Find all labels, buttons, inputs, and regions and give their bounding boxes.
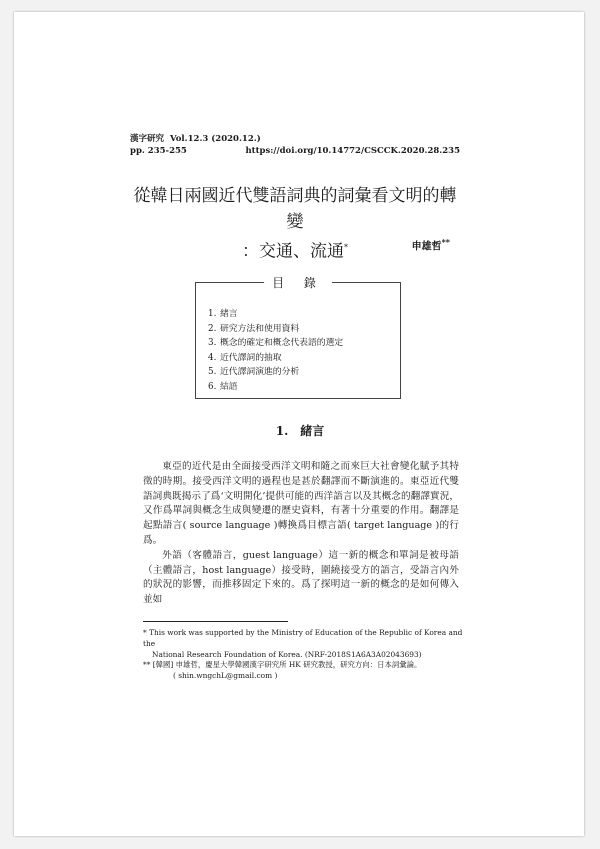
toc-number: 2. [208, 323, 217, 334]
toc-label: 近代譯詞的抽取 [220, 352, 282, 363]
author-label: 申雄哲 [411, 241, 442, 253]
title-line-1: 從韓日兩國近代雙語詞典的詞彙看文明的轉變 [133, 186, 457, 232]
paragraph-2: 外語（客體語言，guest language）這一新的概念和單詞是被母語（主體語言，host language）接受時，圍繞接受方的語言，受語言內外的狀況的影響，而推移固定下來的。爲了探明這一新的概念的是如何傳入並如 [143, 549, 459, 606]
body-text [143, 460, 459, 608]
section-heading: 1. 緒言 [275, 424, 325, 438]
doi-link[interactable]: https://doi.org/10.14772/CSCCK.2020.28.235 [245, 146, 460, 156]
footnote-2 [143, 660, 463, 671]
toc-title: 目 錄 [264, 274, 332, 291]
author-email[interactable]: ( shin.wngchL@gmail.com ) [173, 671, 278, 681]
toc-label: 結語 [220, 381, 238, 392]
footnote-divider [143, 621, 288, 622]
toc-number: 3. [208, 338, 217, 348]
page-range: pp. 235-255 [130, 146, 187, 156]
toc-item[interactable] [208, 351, 343, 366]
toc-label: 緒言 [220, 309, 238, 319]
toc-item[interactable] [208, 336, 343, 351]
toc-item[interactable] [208, 322, 343, 337]
title-footnote-mark: * [344, 243, 348, 252]
toc-label: 近代譯詞演進的分析 [220, 367, 300, 377]
footnote-2-mark: ** [143, 660, 151, 670]
paragraph-1: 東亞的近代是由全面接受西洋文明和隨之而來巨大社會變化賦予其特徵的時期。接受西洋文明的過程也是甚於翻譯而不斷演進的。東亞近代雙語詞典既揭示了爲‘文明開化’提供可能的西洋語言以及其概念的翻譯實況，又作爲單詞與概念生成與變遷的歷史資料，有著十分重要的作用。翻譯是起點語言( source language )轉換爲目標言語( target language )的行爲。 [143, 461, 459, 546]
journal-name: 漢字研究 [130, 134, 165, 144]
footnote-2-line-1: [韓國] 申雄哲，慶星大學韓國漢字研究所 HK 研究教授，研究方向：日本詞彙論。 [152, 660, 422, 670]
toc-label: 研究方法和使用資料 [220, 323, 300, 334]
toc-number: 5. [208, 367, 217, 377]
footnote-1 [143, 628, 463, 650]
footnote-1-line-2: National Research Foundation of Korea. (NRF-2018S1A6A3A02043693) [152, 649, 422, 659]
toc-item[interactable] [208, 365, 343, 380]
author-footnote-mark: ** [441, 237, 450, 247]
journal-volume: Vol.12.3 (2020.12.) [169, 134, 261, 144]
footnote-1-mark: * [143, 628, 147, 637]
paper-title [130, 183, 460, 265]
toc-label: 概念的確定和概念代表語的選定 [220, 338, 344, 348]
toc-item[interactable] [208, 307, 343, 322]
toc-item[interactable] [208, 380, 343, 395]
journal-header [130, 133, 460, 157]
toc-number: 1. [208, 309, 217, 319]
author-name [412, 237, 450, 252]
toc-list [208, 307, 343, 394]
footnote-1-line-1: This work was supported by the Ministry of Education of the Republic of Korea and the [143, 628, 463, 648]
toc-number: 4. [208, 352, 217, 363]
footnotes [143, 628, 463, 682]
title-line-2: ：交通、流通 [242, 241, 344, 262]
toc-number: 6. [208, 381, 217, 392]
table-of-contents [195, 276, 401, 399]
